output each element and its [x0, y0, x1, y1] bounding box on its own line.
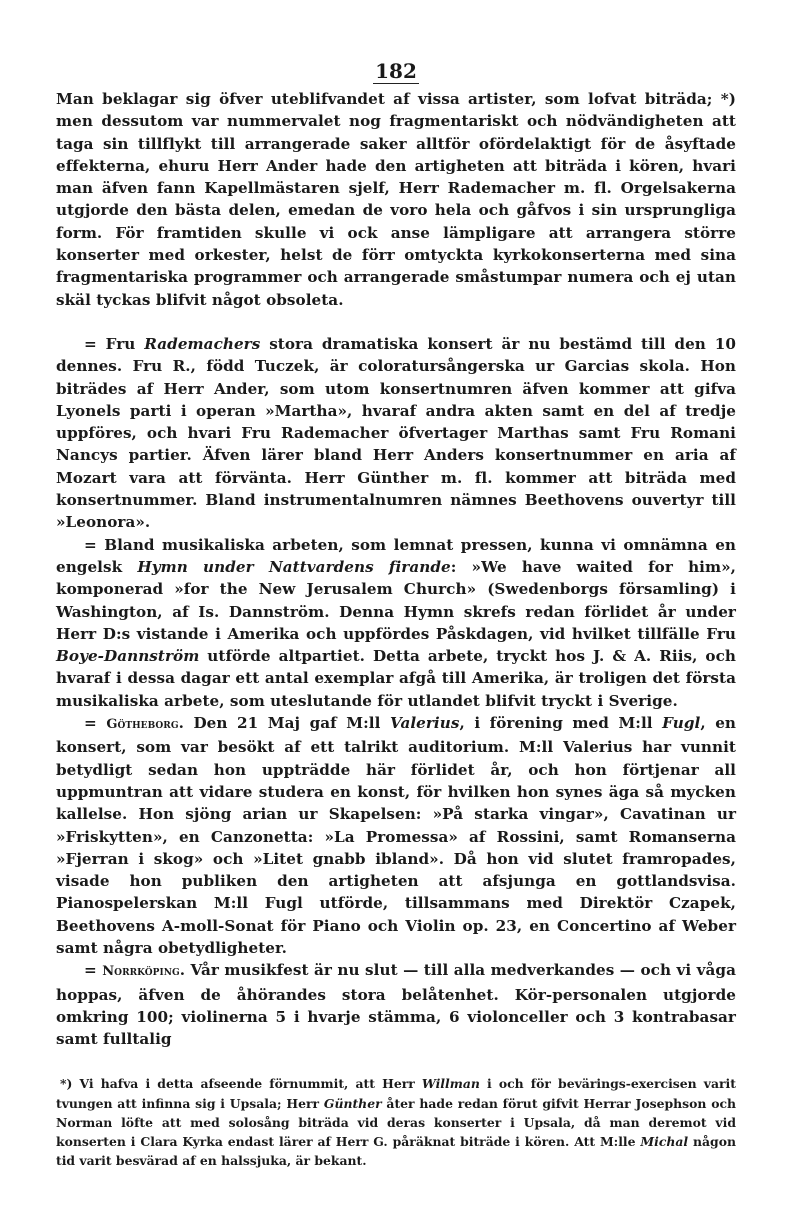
text-run: stora dramatiska konsert är nu bestämd till den 10 dennes. Fru R., född Tuczek, är coloratursångerska ur Garcias skola. Hon biträdes af Herr Ander, som utom konsertnumren äfven kommer att gifva Lyonels parti i operan »Martha», hvaraf andra akten samt en del af tredje uppföres, och hvari Fru Rademacher öfvertager Marthas samt Fru Romani Nancys partier. Äfven lärer bland Herr Anders konsertnummer en aria af Mozart vara att förvänta. Herr Günther m. fl. kommer att biträda med konsertnummer. Bland instrumentalnumren nämnes Beethovens ouvertyr till »Leonora».	[56, 334, 736, 532]
text-run: utförde altpartiet. Detta arbete, tryckt hos J. & A. Riis, och hvaraf i dessa dagar ett antal exemplar afgå till Amerika, är troligen det första musikaliska arbete, som uteslutande för utlandet blifvit tryckt i Sverige.	[56, 647, 736, 710]
text-run: =	[84, 961, 103, 980]
page-number-value: 182	[375, 59, 417, 83]
footnote	[56, 1074, 736, 1170]
italic-name: Rademachers	[144, 334, 261, 353]
text-run: , en konsert, som var besökt af ett talrikt auditorium. M:ll Valerius har vunnit betydligt sedan hon uppträdde här förlidet år, och hon förtjenar all uppmuntran att vidare studera en konst, för hvilken hon synes äga så mycken kallelse. Hon sjöng arian ur Skapelsen: »På starka vingar», Cavatinan ur »Friskytten», en Canzonetta: »La Promessa» af Rossini, samt Romanserna »Fjerran i skog» och »Litet gnabb ibland». Då hon vid slutet framropades, visade hon publiken den artigheten att afsjunga en gottlandsvisa. Pianospelerskan M:ll Fugl utförde, tillsammans med Direktör Czapek, Beethovens A-moll-Sonat för Piano och Violin op. 23, en Concertino af Weber samt några obetydligheter.	[56, 714, 736, 957]
text-run: : »We have waited for him», komponerad »for the New Jerusalem Church» (Swedenborgs församling) i Washington, af Is. Dannström. Denna Hymn skrefs redan förlidet år under Herr D:s vistande i Amerika och uppfördes Påskdagen, vid hvilket tillfälle Fru	[56, 557, 736, 643]
section-place-name: Norrköping	[102, 964, 180, 980]
section-place-name: Götheborg	[106, 717, 179, 733]
text-run: åter hade redan förut gifvit Herrar Josephson och Norman löfte att med solosång biträda vid deras konserter i Upsala, då man deremot vid konserten i Clara Kyrka endast lärer af Herr G. påräknat biträde i kören. Att M:lle	[56, 1095, 737, 1150]
main-text	[56, 88, 736, 1050]
text-run: *) Vi hafva i detta afseende förnummit, att Herr	[60, 1076, 422, 1092]
paragraph-norrkoping	[56, 959, 736, 1050]
italic-name: Hymn under Nattvardens firande	[137, 557, 451, 576]
text-run: Man beklagar sig öfver uteblifvandet af vissa artister, som lofvat biträda; *) men dessutom var nummervalet nog fragmentariskt och nödvändigheten att taga sin tillflykt till arrangerade saker alltför ofördelaktigt för de åsyftade effekterna, ehuru Herr Ander hade den artigheten att biträda i kören, hvari man äfven fann Kapellmästaren sjelf, Herr Rademacher m. fl. Orgelsakerna utgjorde den bästa delen, emedan de voro hela och gåfvos i sin ursprungliga form. För framtiden skulle vi ock anse lämpligare att arrangera större konserter med orkester, helst de förr omtyckta kyrkokonserterna med sina fragmentariska programmer och arrangerade småstumpar numera och ej utan skäl tyckas blifvit något obsoleta.	[56, 90, 736, 309]
italic-name: Günther	[323, 1095, 382, 1111]
text-run: = Bland musikaliska arbeten, som lemnat pressen, kunna vi omnämna en engelsk	[56, 535, 736, 576]
text-run: någon tid varit besvärad af en halssjuka, är bekant.	[56, 1134, 736, 1169]
paragraph-concert-review	[56, 88, 736, 311]
paragraph-gap	[56, 311, 736, 333]
paragraph-musical-works	[56, 534, 736, 712]
italic-name: Valerius	[390, 714, 460, 733]
italic-name: Fugl	[662, 714, 701, 733]
text-run: . Den 21 Maj gaf M:ll	[178, 714, 390, 733]
page-number	[56, 58, 736, 84]
book-page	[56, 58, 736, 1170]
text-run: =	[84, 714, 107, 733]
italic-name: Michal	[640, 1134, 689, 1150]
text-run: , i förening med M:ll	[459, 714, 663, 733]
italic-name: Boye-Dannström	[56, 647, 200, 666]
text-run: . Vår musikfest är nu slut — till alla medverkandes — och vi våga hoppas, äfven de åhörandes stora belåtenhet. Kör-personalen utgjorde omkring 100; violinerna 5 i hvarje stämma, 6 violonceller och 3 kontrabasar samt fulltalig	[56, 961, 736, 1049]
paragraph-rademacher-concert	[56, 333, 736, 534]
italic-name: Willman	[421, 1076, 480, 1092]
text-run: i och för bevärings-exercisen varit tvungen att infinna sig i Upsala; Herr	[56, 1076, 736, 1111]
paragraph-gotheborg	[56, 712, 736, 959]
text-run: = Fru	[84, 334, 145, 353]
